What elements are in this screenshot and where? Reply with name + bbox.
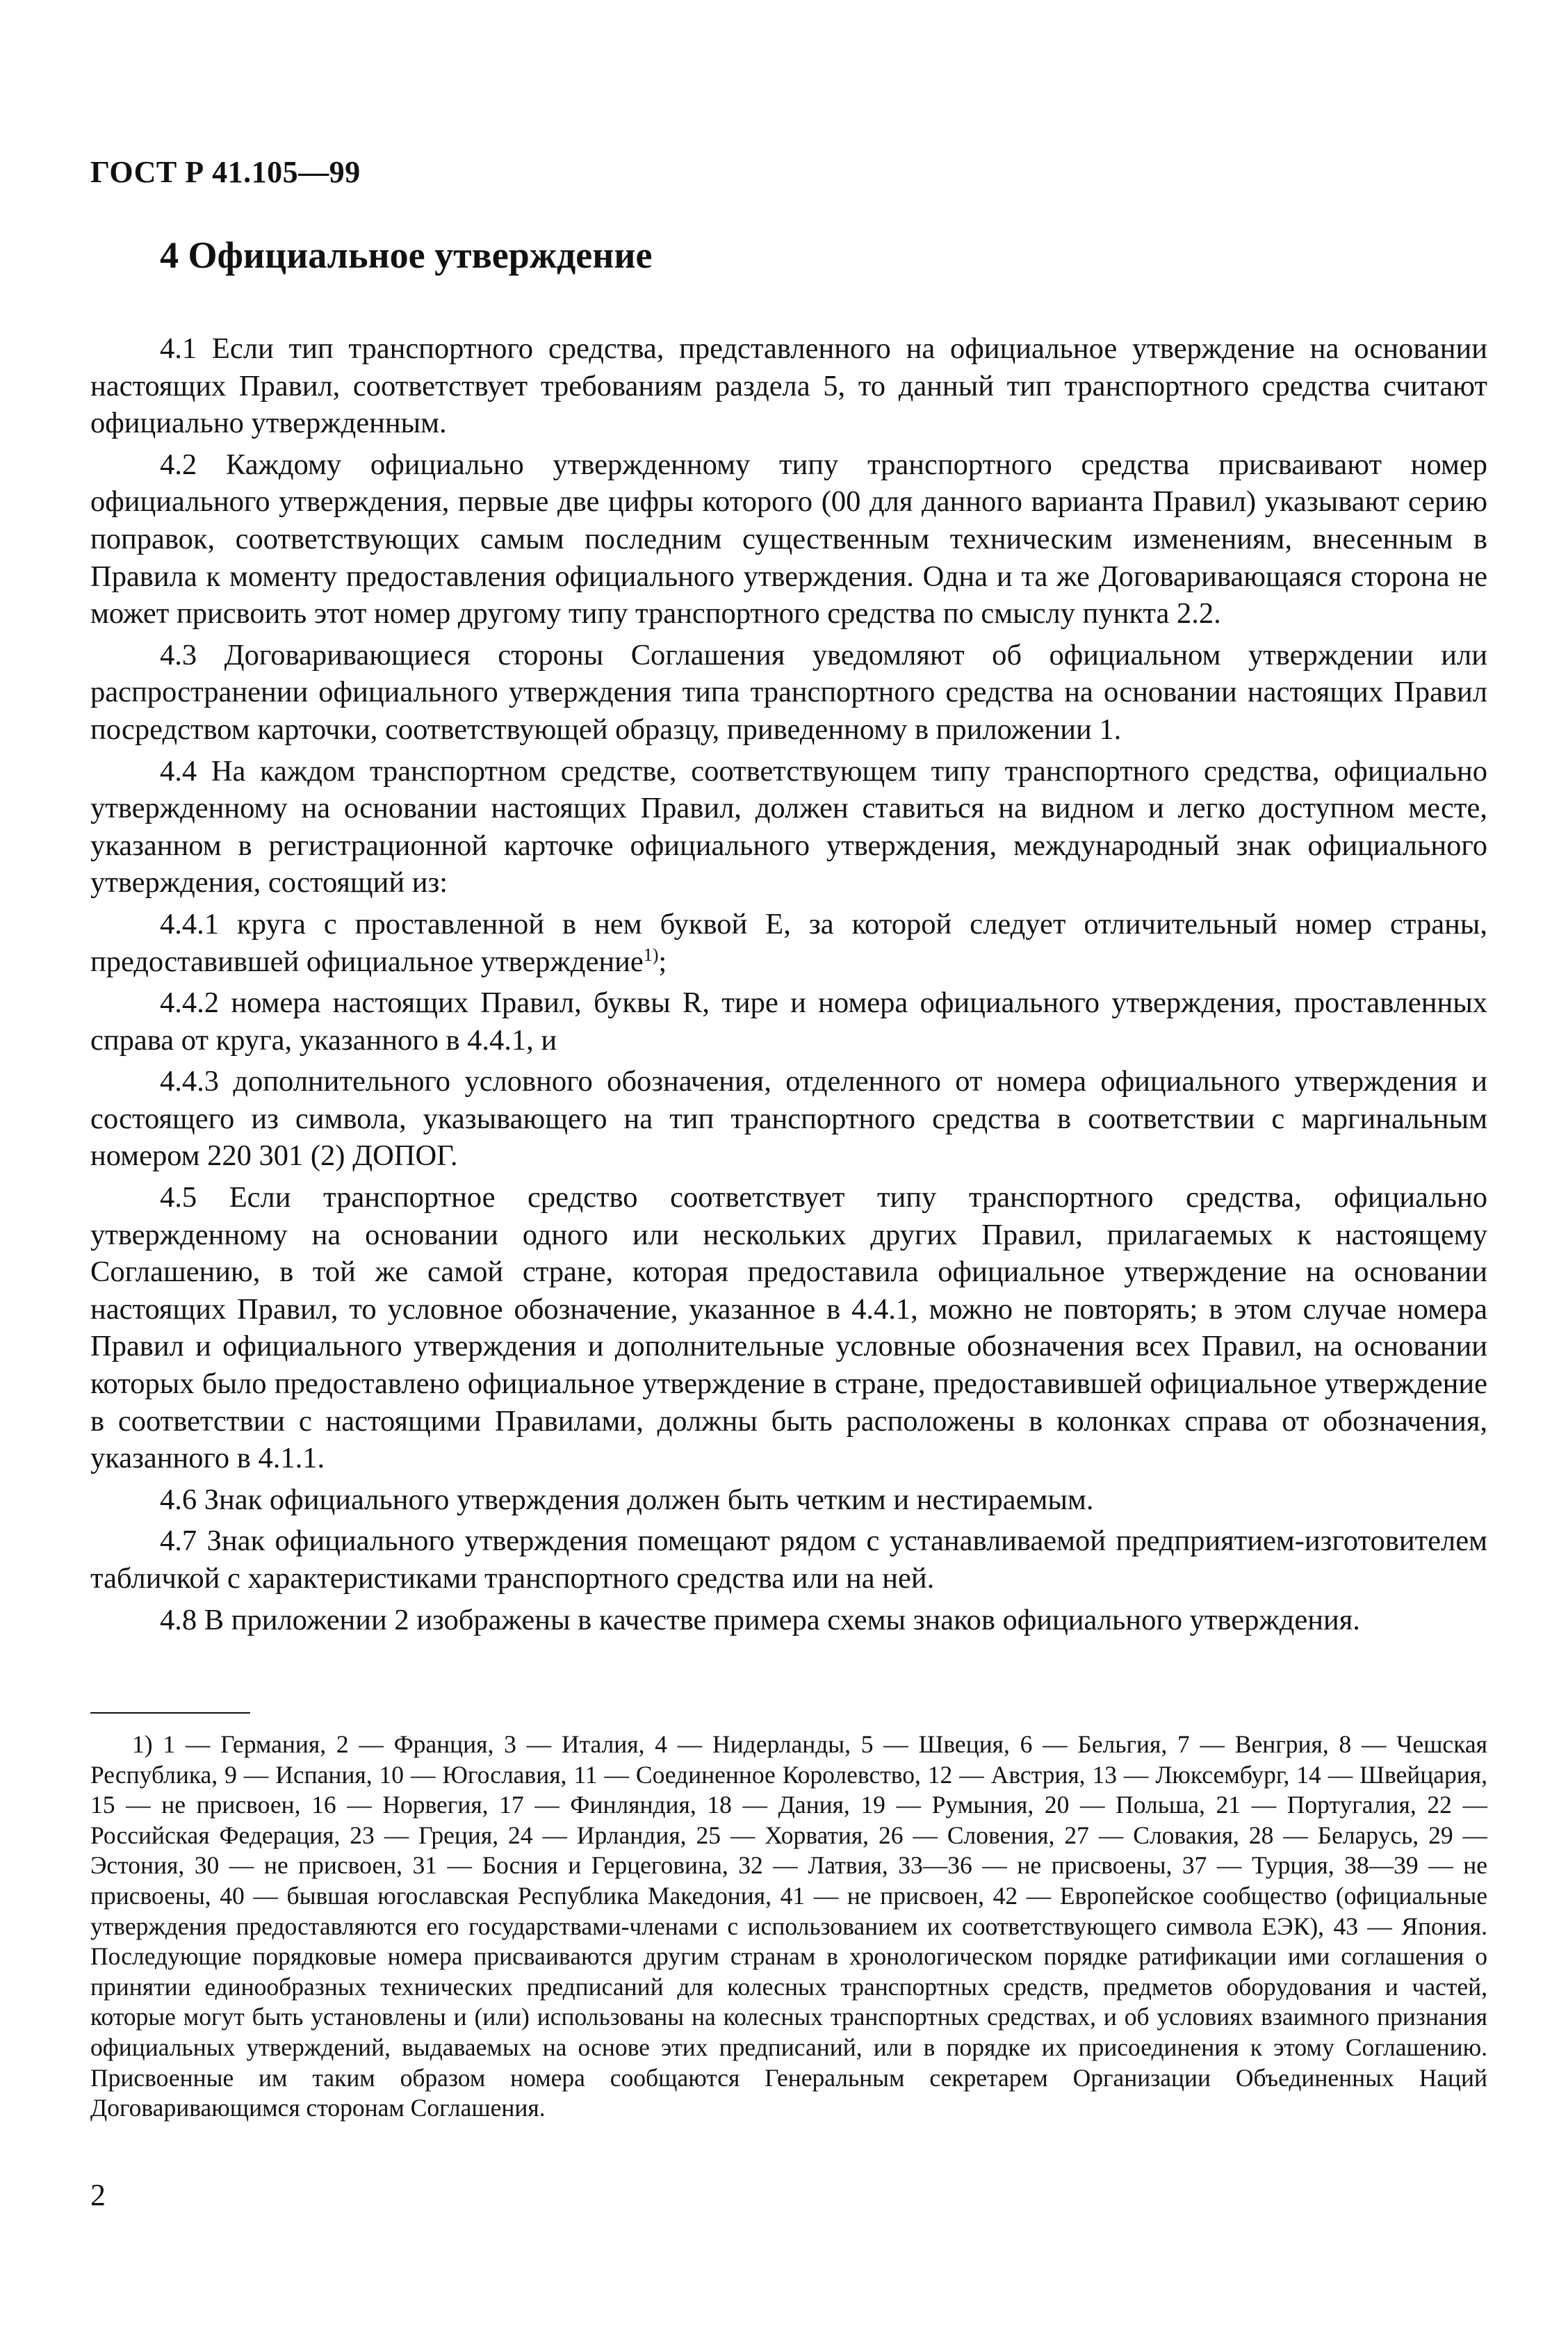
body-text	[90, 330, 1487, 1638]
page-number: 2	[90, 2178, 106, 2212]
paragraph-4-7: 4.7 Знак официального утверждения помещают рядом с устанавливаемой предприятием-изготовителем табличкой с характеристиками транспортного средства или на ней.	[90, 1524, 1487, 1595]
paragraph-4-4-2: 4.4.2 номера настоящих Правил, буквы R, тире и номера официального утверждения, проставленных справа от круга, указанного в 4.4.1, и	[90, 986, 1487, 1057]
paragraph-4-4-1-text: 4.4.1 круга с проставленной в нем буквой E, за которой следует отличительный номер страны, предоставившей официальное утверждение	[90, 907, 1487, 978]
paragraph-4-2: 4.2 Каждому официально утвержденному типу транспортного средства присваивают номер официального утверждения, первые две цифры которого (00 для данного варианта Правил) указывают серию поправок, соответствующих самым последним существенным техническим изменениям, внесенным в Правила к моменту предоставления официального утверждения. Одна и та же Договаривающаяся сторона не может присвоить этот номер другому типу транспортного средства по смыслу пункта 2.2.	[90, 448, 1487, 631]
paragraph-4-4-1	[90, 906, 1487, 980]
footnote-divider	[90, 1712, 250, 1714]
paragraph-4-4-3: 4.4.3 дополнительного условного обозначения, отделенного от номера официального утверждения и состоящего из символа, указывающего на тип транспортного средства в соответствии с маргинальным номером 220 301 (2) ДОПОГ.	[90, 1065, 1487, 1173]
footnote-text: 1) 1 — Германия, 2 — Франция, 3 — Италия, 4 — Нидерланды, 5 — Швеция, 6 — Бельгия, 7 — Венгрия, 8 — Чешская Республика, 9 — Испания, 10 — Югославия, 11 — Соединенное Королевство, 12 — Австрия, 13 — Люксембург, 14 — Швейцария, 15 — не присвоен, 16 — Норвегия, 17 — Финляндия, 18 — Дания, 19 — Румыния, 20 — Польша, 21 — Португалия, 22 — Российская Федерация, 23 — Греция, 24 — Ирландия, 25 — Хорватия, 26 — Словения, 27 — Словакия, 28 — Беларусь, 29 — Эстония, 30 — не присвоен, 31 — Босния и Герцеговина, 32 — Латвия, 33—36 — не присвоены, 37 — Турция, 38—39 — не присвоены, 40 — бывшая югославская Республика Македония, 41 — не присвоен, 42 — Европейское сообщество (официальные утверждения предоставляются его государствами-членами с использованием их соответствующего символа ЕЭК), 43 — Япония. Последующие порядковые номера присваиваются другим странам в хронологическом порядке ратификации ими соглашения о принятии единообразных технических предписаний для колесных транспортных средств, предметов оборудования и частей, которые могут быть установлены и (или) использованы на колесных транспортных средствах, и об условиях взаимного признания официальных утверждений, выдаваемых на основе этих предписаний, или в порядке их присоединения к этому Соглашению. Присвоенные им таким образом номера сообщаются Генеральным секретарем Организации Объединенных Наций Договаривающимся сторонам Соглашения.	[90, 1730, 1487, 2122]
paragraph-4-5: 4.5 Если транспортное средство соответствует типу транспортного средства, официально утвержденному на основании одного или нескольких других Правил, прилагаемых к настоящему Соглашению, в той же самой стране, которая предоставила официальное утверждение на основании настоящих Правил, то условное обозначение, указанное в 4.4.1, можно не повторять; в этом случае номера Правил и официального утверждения и дополнительные условные обозначения всех Правил, на основании которых было предоставлено официальное утверждение в стране, предоставившей официальное утверждение в соответствии с настоящими Правилами, должны быть расположены в колонках справа от обозначения, указанного в 4.1.1.	[90, 1181, 1487, 1475]
paragraph-4-3: 4.3 Договаривающиеся стороны Соглашения уведомляют об официальном утверждении или распространении официального утверждения типа транспортного средства на основании настоящих Правил посредством карточки, соответствующей образцу, приведенному в приложении 1.	[90, 638, 1487, 746]
paragraph-4-6: 4.6 Знак официального утверждения должен быть четким и нестираемым.	[160, 1483, 1094, 1516]
footnote-reference: 1)	[643, 944, 659, 965]
paragraph-4-4: 4.4 На каждом транспортном средстве, соответствующем типу транспортного средства, официально утвержденному на основании настоящих Правил, должен ставиться на видном и легко доступном месте, указанном в регистрационной карточке официального утверждения, международный знак официального утверждения, состоящий из:	[90, 754, 1487, 900]
paragraph-4-4-1-end: ;	[658, 945, 667, 978]
section-title: 4 Официальное утверждение	[160, 234, 653, 276]
document-page	[90, 0, 1487, 2342]
footnote	[90, 1730, 1487, 2124]
paragraph-4-1: 4.1 Если тип транспортного средства, представленного на официальное утверждение на основании настоящих Правил, соответствует требованиям раздела 5, то данный тип транспортного средства считают официально утвержденным.	[90, 332, 1487, 440]
document-code: ГОСТ Р 41.105—99	[90, 155, 361, 189]
paragraph-4-8: 4.8 В приложении 2 изображены в качестве примера схемы знаков официального утверждения.	[160, 1603, 1360, 1636]
